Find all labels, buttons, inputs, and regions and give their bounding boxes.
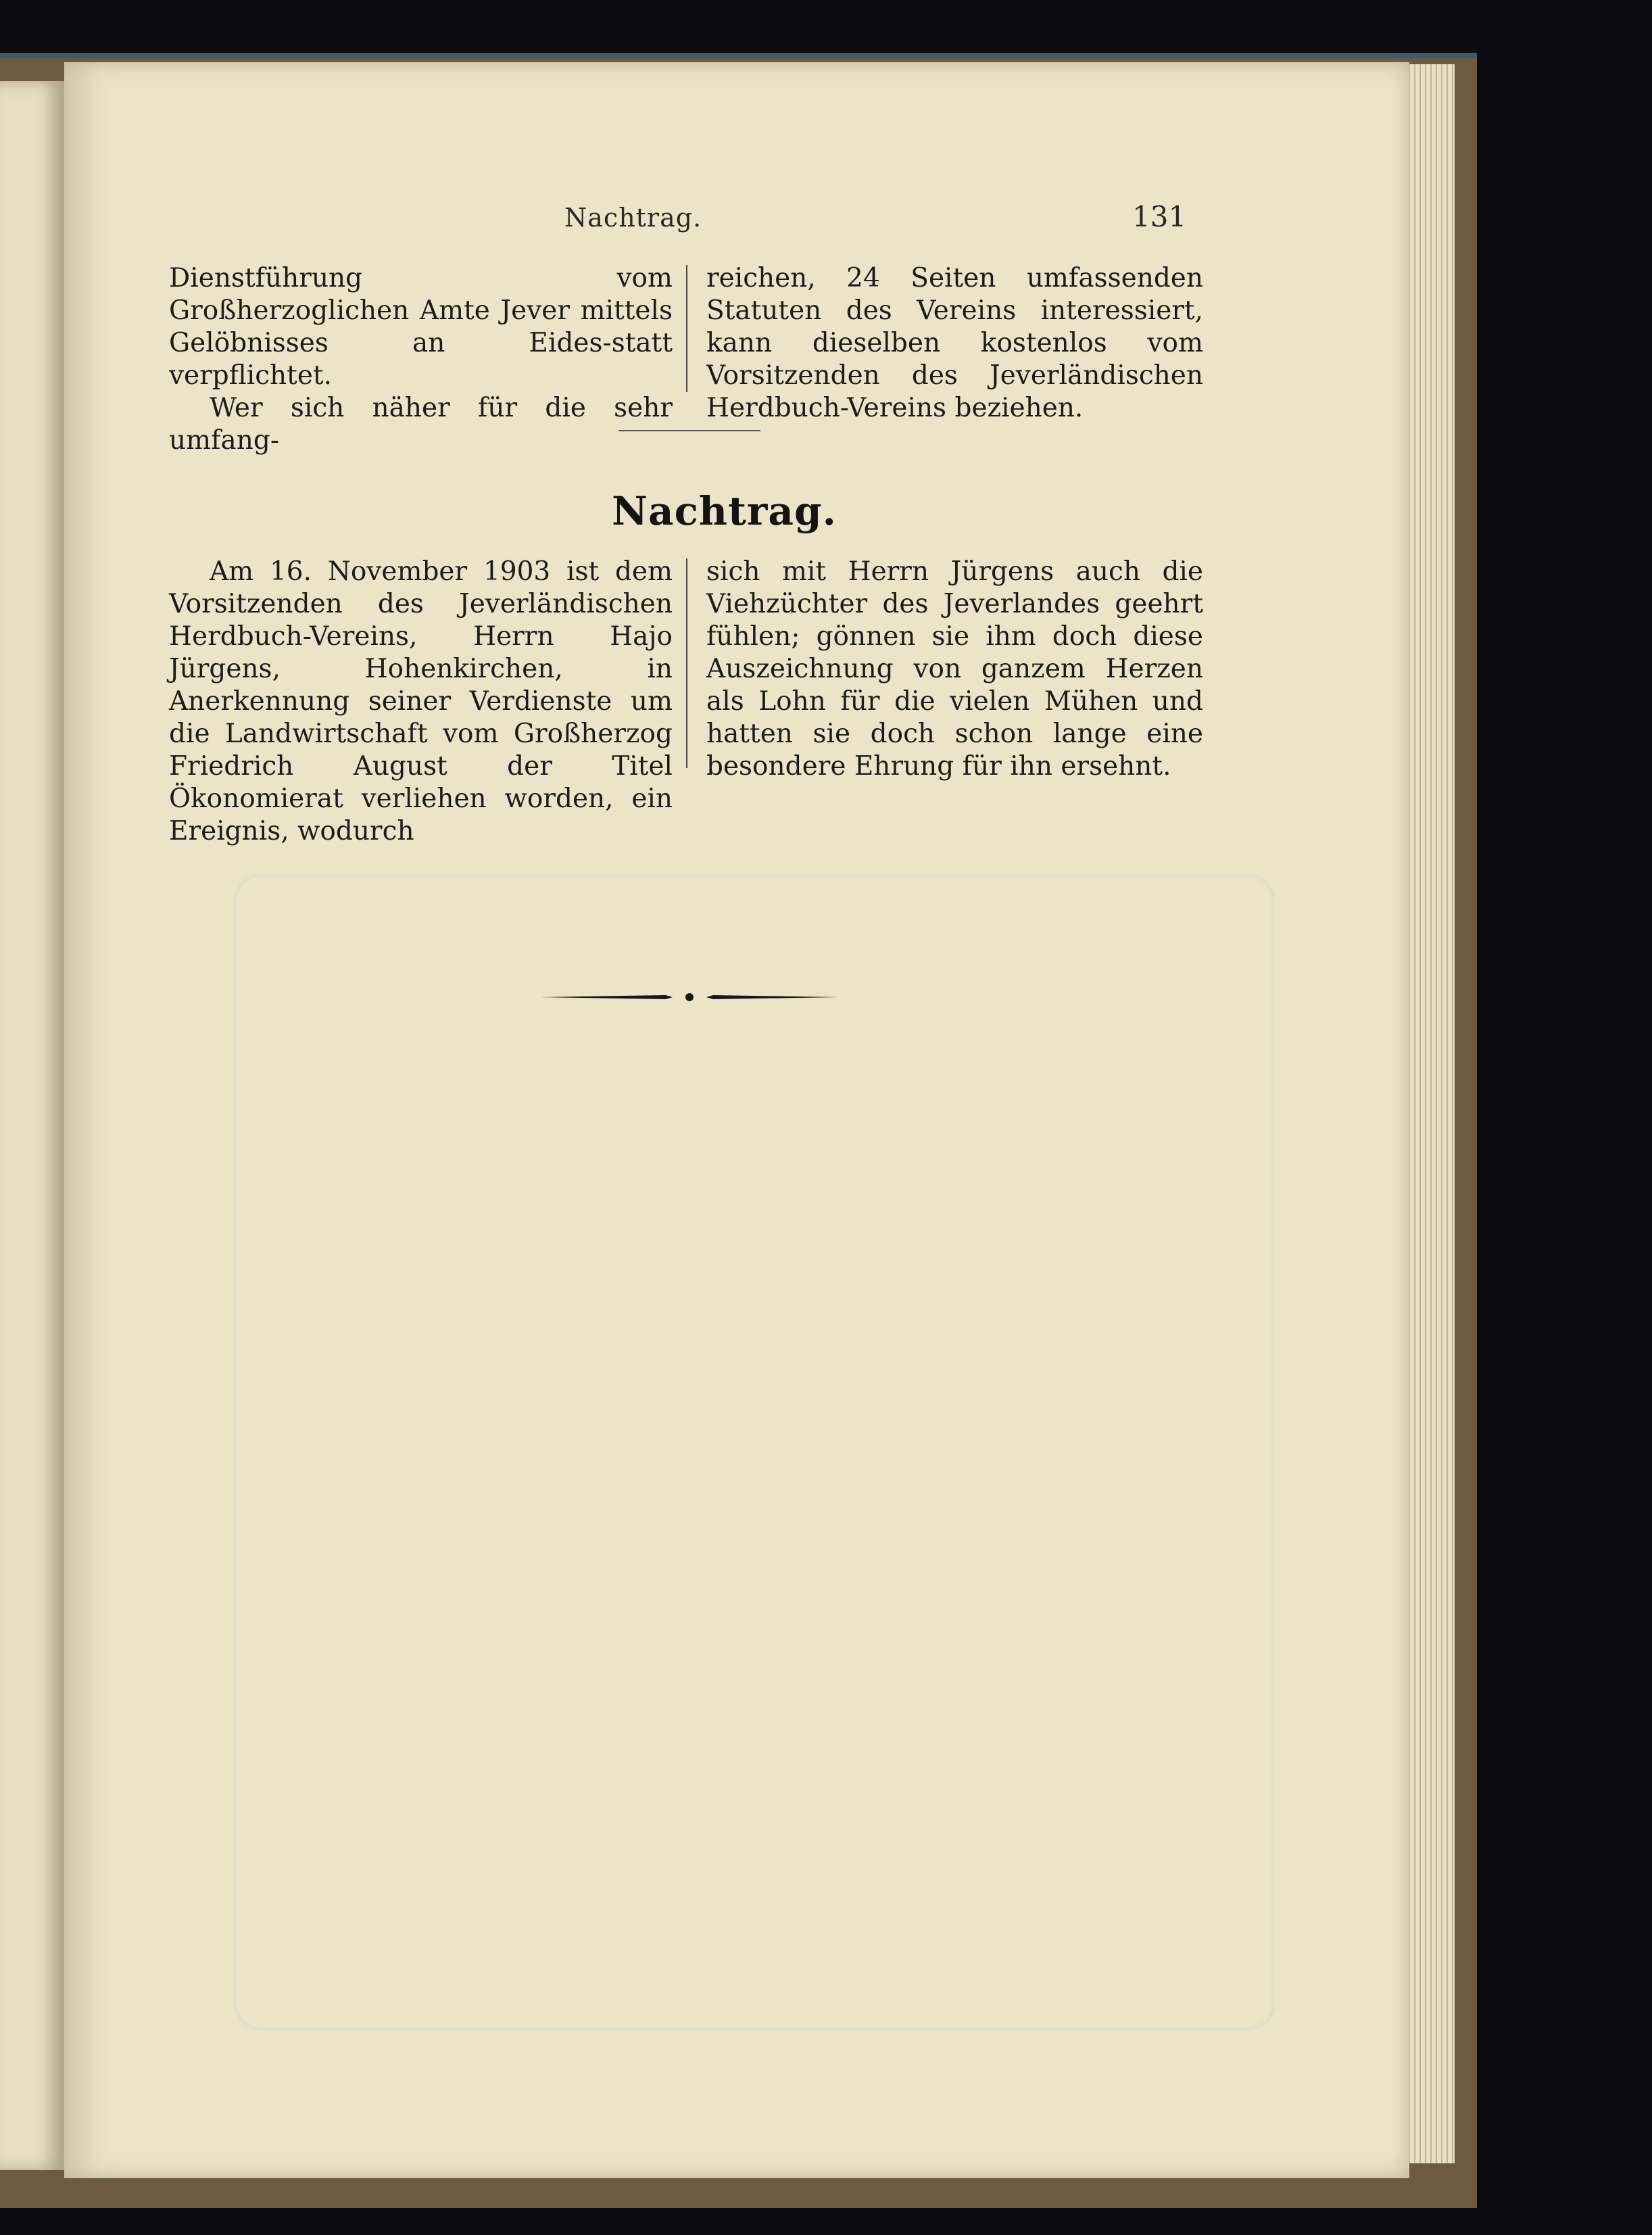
left-page-edge <box>0 81 64 2170</box>
paragraph: Wer sich näher für die sehr umfang- <box>169 393 673 456</box>
show-through-frame <box>233 873 1276 2031</box>
section-title: Nachtrag. <box>612 488 837 534</box>
paragraph: Am 16. November 1903 ist dem Vorsitzenden des Jeverländischen Herdbuch-Vereins, Herrn Hajo Jürgens, Hohenkirchen, in Anerkennung seiner Verdienste um die Landwirtschaft vom Großherzog Friedrich August der Titel Ökonomierat verliehen worden, ein Ereignis, wodurch <box>169 556 673 846</box>
running-title: Nachtrag. <box>564 203 702 233</box>
column-divider <box>686 265 687 392</box>
top-left-column <box>169 262 673 457</box>
section-separator-rule <box>618 430 760 431</box>
ornament-divider-icon <box>541 984 838 1011</box>
top-right-column <box>706 262 1203 425</box>
section-right-column <box>706 556 1203 783</box>
paragraph: reichen, 24 Seiten umfassenden Statuten des Vereins interessiert, kann dieselben kostenlos vom Vorsitzenden des Jeverländischen Herdbuch-Vereins beziehen. <box>706 263 1203 423</box>
paragraph: Dienstführung vom Großherzoglichen Amte Jever mittels Gelöbnisses an Eides-statt verpflichtet. <box>169 263 673 391</box>
section-left-column <box>169 556 673 848</box>
paragraph: sich mit Herrn Jürgens auch die Viehzüchter des Jeverlandes geehrt fühlen; gönnen sie ihm doch diese Auszeichnung von ganzem Herzen als Lohn für die vielen Mühen und hatten sie doch schon lange eine besondere Ehrung für ihn ersehnt. <box>706 556 1203 782</box>
page-number: 131 <box>1132 200 1187 233</box>
column-divider <box>686 558 687 768</box>
